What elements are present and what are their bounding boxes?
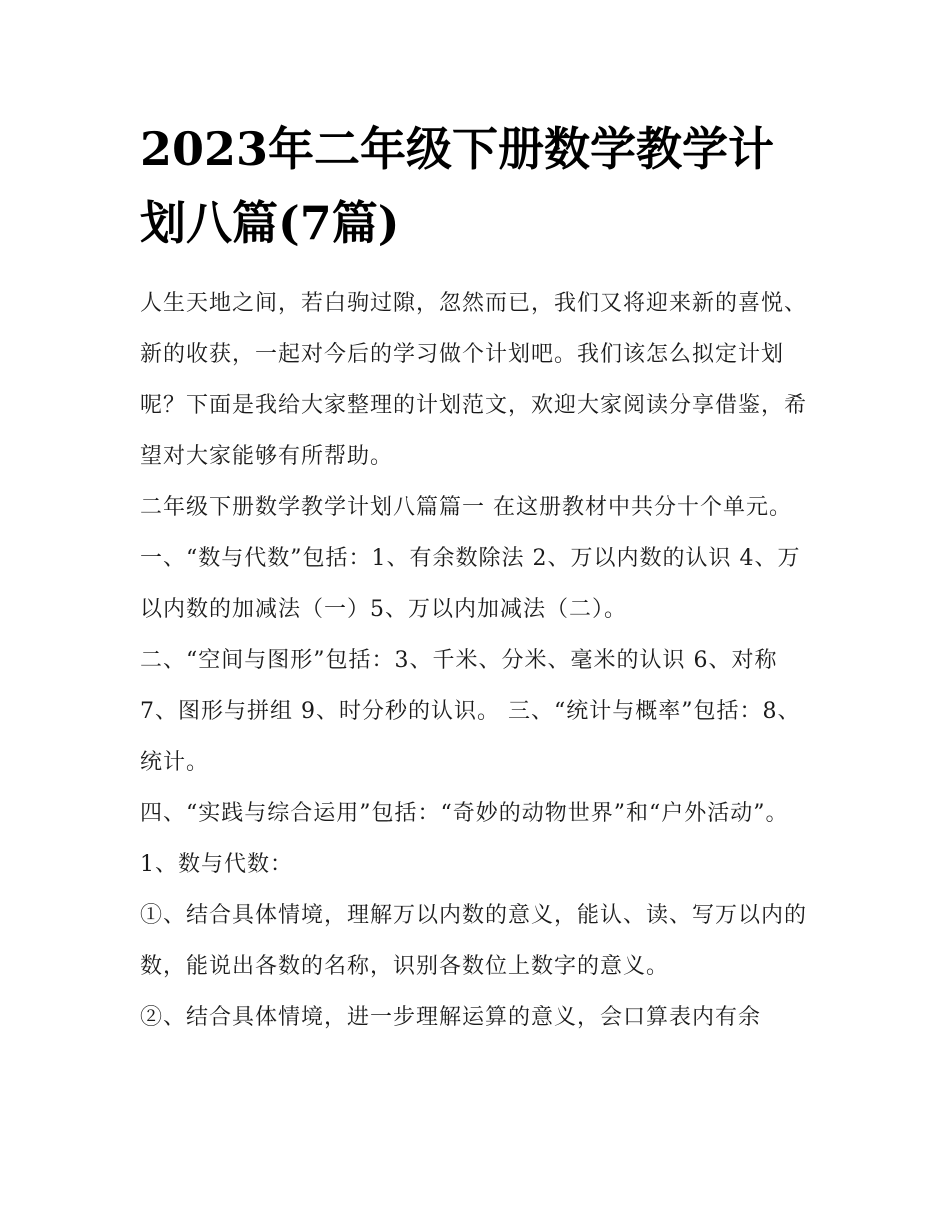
paragraph-section-one: 二年级下册数学教学计划八篇篇一 在这册教材中共分十个单元。 [140, 495, 792, 520]
paragraph-number-algebra: 一、“数与代数”包括：1、有余数除法 2、万以内数的认识 4、万以内数的加减法（一）5、万以内加减法（二）。 [140, 546, 801, 622]
paragraph-space-geometry: 二、“空间与图形”包括：3、千米、分米、毫米的认识 6、对称 7、图形与拼组 9、时分秒的认识。 三、“统计与概率”包括：8、统计。 [140, 648, 801, 775]
document-title: 2023年二年级下册数学教学计划八篇(7篇) [140, 122, 775, 250]
paragraph-item-1: ①、结合具体情境，理解万以内数的意义，能认、读、写万以内的数，能说出各数的名称，识别各数位上数字的意义。 [140, 903, 808, 979]
paragraph-practice: 四、“实践与综合运用”包括：“奇妙的动物世界”和“户外活动”。 1、数与代数： [140, 801, 789, 877]
paragraph-intro: 人生天地之间，若白驹过隙，忽然而已，我们又将迎来新的喜悦、新的收获，一起对今后的学习做个计划吧。我们该怎么拟定计划呢？下面是我给大家整理的计划范文，欢迎大家阅读分享借鉴，希望对大家能够有所帮助。 [140, 291, 808, 469]
document-body [140, 278, 820, 1043]
paragraph-item-2: ②、结合具体情境，进一步理解运算的意义，会口算表内有余 [140, 1005, 762, 1030]
